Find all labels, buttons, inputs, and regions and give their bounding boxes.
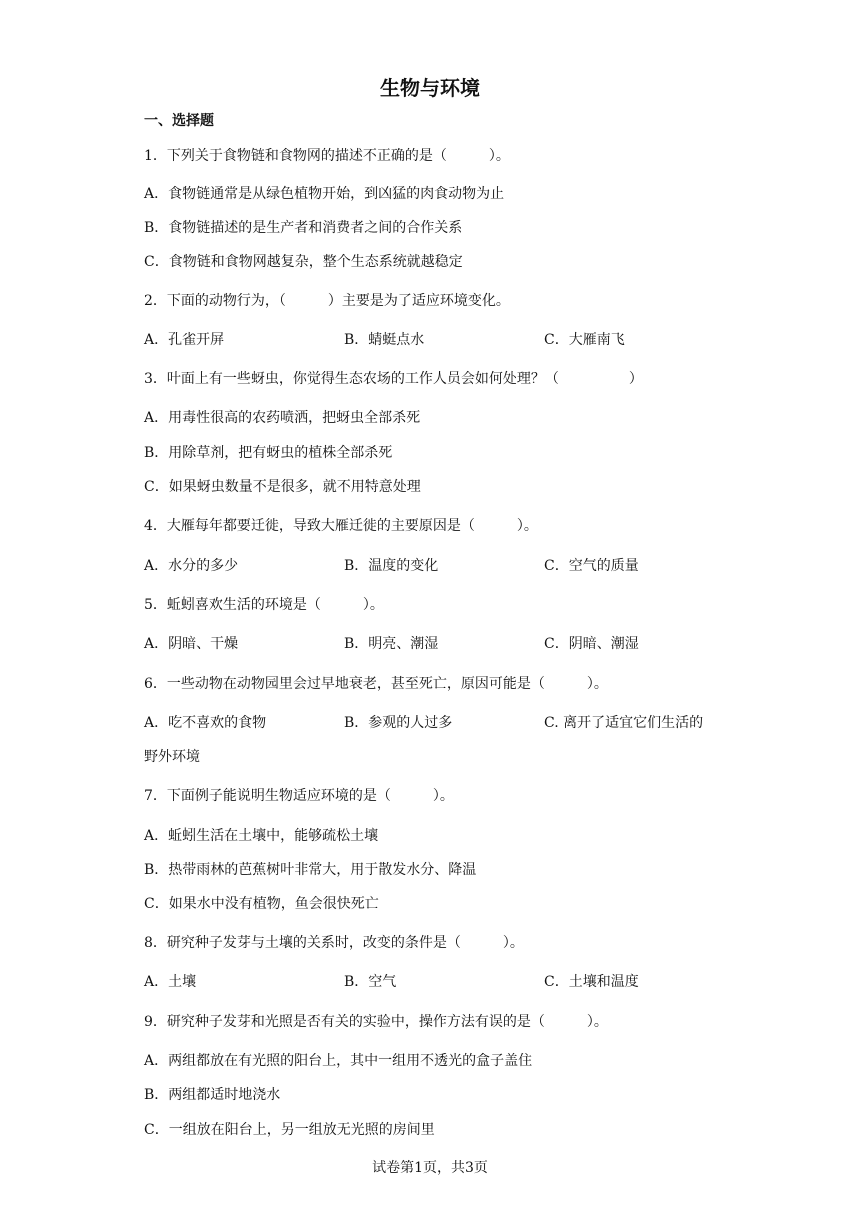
question-8-option-c: C．土壤和温度	[544, 974, 639, 990]
question-3-option-c: C．如果蚜虫数量不是很多，就不用特意处理	[144, 479, 421, 495]
question-6-option-b: B．参观的人过多	[344, 715, 453, 731]
question-9-stem: 9．研究种子发芽和光照是否有关的实验中，操作方法有误的是（ ）。	[144, 1014, 608, 1030]
question-7-stem: 7．下面例子能说明生物适应环境的是（ ）。	[144, 788, 454, 804]
page-footer: 试卷第1页，共3页	[372, 1160, 488, 1176]
question-4-option-a: A．水分的多少	[144, 558, 239, 574]
question-5-stem: 5．蚯蚓喜欢生活的环境是（ ）。	[144, 597, 384, 613]
page-title: 生物与环境	[380, 76, 480, 100]
question-8-option-a: A．土壤	[144, 974, 197, 990]
question-3-option-b: B．用除草剂，把有蚜虫的植株全部杀死	[144, 445, 393, 461]
question-8-option-b: B．空气	[344, 974, 397, 990]
question-1-option-a: A．食物链通常是从绿色植物开始，到凶猛的肉食动物为止	[144, 186, 505, 202]
question-2-option-b: B．蜻蜓点水	[344, 332, 425, 348]
section-heading: 一、选择题	[144, 113, 214, 129]
question-4-stem: 4．大雁每年都要迁徙，导致大雁迁徙的主要原因是（ ）。	[144, 518, 538, 534]
question-2-stem: 2．下面的动物行为，（ ）主要是为了适应环境变化。	[144, 293, 510, 309]
question-1-stem: 1．下列关于食物链和食物网的描述不正确的是（ ）。	[144, 148, 510, 164]
question-3-option-a: A．用毒性很高的农药喷洒，把蚜虫全部杀死	[144, 410, 421, 426]
question-4-option-b: B．温度的变化	[344, 558, 439, 574]
question-1-option-c: C．食物链和食物网越复杂，整个生态系统就越稳定	[144, 254, 463, 270]
question-5-option-c: C．阴暗、潮湿	[544, 636, 639, 652]
question-5-option-a: A．阴暗、干燥	[144, 636, 239, 652]
question-2-option-a: A．孔雀开屏	[144, 332, 225, 348]
question-1-option-b: B．食物链描述的是生产者和消费者之间的合作关系	[144, 220, 463, 236]
question-9-option-c: C．一组放在阳台上，另一组放无光照的房间里	[144, 1122, 435, 1138]
question-4-option-c: C．空气的质量	[544, 558, 639, 574]
question-6-option-c: C. 离开了适宜它们生活的	[544, 715, 704, 731]
question-3-stem: 3．叶面上有一些蚜虫，你觉得生态农场的工作人员会如何处理？（ ）	[144, 371, 643, 387]
question-6-option-c-continued: 野外环境	[144, 749, 200, 765]
question-6-stem: 6．一些动物在动物园里会过早地衰老，甚至死亡，原因可能是（ ）。	[144, 676, 608, 692]
question-9-option-a: A．两组都放在有光照的阳台上，其中一组用不透光的盒子盖住	[144, 1053, 533, 1069]
question-8-stem: 8．研究种子发芽与土壤的关系时，改变的条件是（ ）。	[144, 935, 524, 951]
question-6-option-a: A．吃不喜欢的食物	[144, 715, 267, 731]
question-7-option-c: C．如果水中没有植物，鱼会很快死亡	[144, 896, 379, 912]
question-2-option-c: C．大雁南飞	[544, 332, 625, 348]
question-9-option-b: B．两组都适时地浇水	[144, 1087, 281, 1103]
question-7-option-a: A．蚯蚓生活在土壤中，能够疏松土壤	[144, 828, 379, 844]
question-7-option-b: B．热带雨林的芭蕉树叶非常大，用于散发水分、降温	[144, 862, 477, 878]
question-5-option-b: B．明亮、潮湿	[344, 636, 439, 652]
